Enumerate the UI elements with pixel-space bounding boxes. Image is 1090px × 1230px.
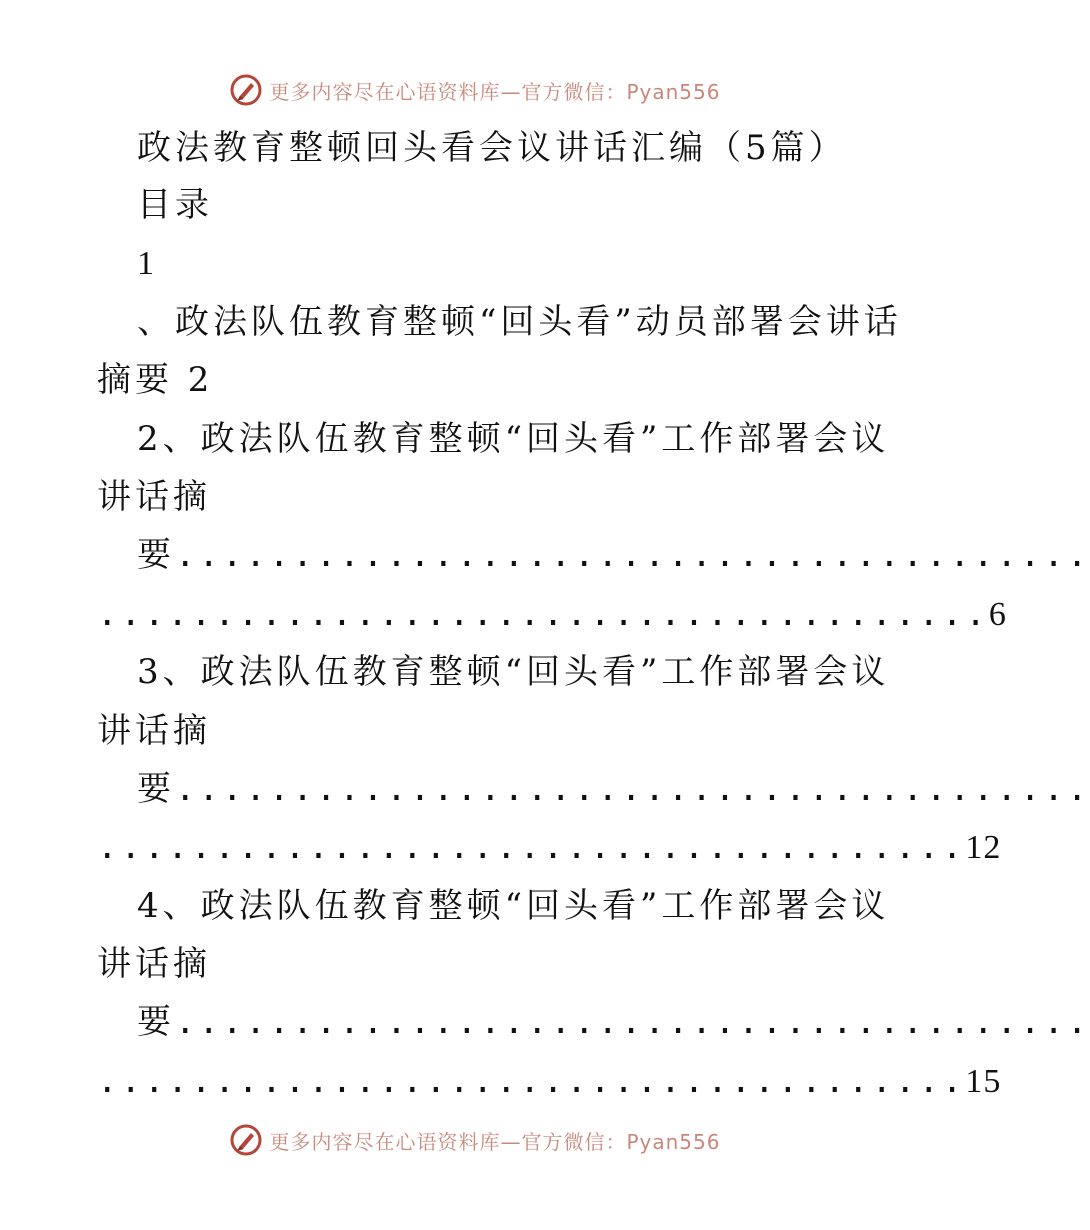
toc-entry-2-leader-dots-2: ...................................... bbox=[97, 594, 989, 634]
toc-entry-4-line1: 4、政法队伍教育整顿“回头看”工作部署会议 bbox=[137, 886, 890, 926]
toc-entry-4-page: 15 bbox=[965, 1063, 1002, 1100]
toc-entry-3-line2: 讲话摘 bbox=[97, 711, 211, 751]
toc-entry-3-line1: 3、政法队伍教育整顿“回头看”工作部署会议 bbox=[137, 652, 890, 692]
toc-entry-2-leader-dots: ....................................... bbox=[175, 535, 1090, 575]
toc-entry-2-line4 bbox=[0, 594, 1007, 635]
toc-entry-3-leader-dots-2: ..................................... bbox=[97, 827, 966, 867]
toc-entry-2-line2: 讲话摘 bbox=[97, 477, 211, 517]
toc-entry-4-line4 bbox=[0, 1061, 1002, 1102]
pen-logo-icon bbox=[229, 1123, 263, 1157]
document-title: 政法教育整顿回头看会议讲话汇编（5篇） bbox=[137, 128, 847, 168]
toc-entry-4-line3 bbox=[0, 1002, 1090, 1042]
toc-entry-3-line3 bbox=[0, 769, 1090, 809]
toc-entry-4-leader-dots: ....................................... bbox=[175, 1002, 1090, 1042]
toc-entry-1-line2: 摘要 2 bbox=[97, 360, 214, 400]
header-watermark bbox=[0, 70, 950, 110]
pen-logo-icon bbox=[229, 73, 263, 107]
toc-entry-4-lead: 要 bbox=[137, 1002, 175, 1042]
footer-watermark bbox=[0, 1120, 950, 1160]
toc-entry-3-leader-dots: ....................................... bbox=[175, 769, 1090, 809]
toc-entry-1-line1: 、政法队伍教育整顿“回头看”动员部署会讲话 bbox=[137, 302, 902, 342]
toc-entry-2-line3 bbox=[0, 535, 1090, 575]
toc-entry-4-leader-dots-2: ..................................... bbox=[97, 1061, 966, 1101]
toc-entry-1-prefix: 1 bbox=[137, 245, 155, 282]
toc-entry-2-line1: 2、政法队伍教育整顿“回头看”工作部署会议 bbox=[137, 419, 890, 459]
toc-entry-2-page: 6 bbox=[988, 596, 1007, 633]
toc-entry-4-line2: 讲话摘 bbox=[97, 944, 211, 984]
toc-entry-3-line4 bbox=[0, 827, 1002, 868]
footer-watermark-text: 更多内容尽在心语资料库—官方微信：Pyan556 bbox=[269, 1129, 721, 1154]
toc-entry-3-page: 12 bbox=[965, 829, 1002, 866]
toc-entry-3-lead: 要 bbox=[137, 769, 175, 809]
header-watermark-text: 更多内容尽在心语资料库—官方微信：Pyan556 bbox=[269, 79, 721, 104]
toc-heading: 目录 bbox=[137, 185, 213, 225]
toc-entry-2-lead: 要 bbox=[137, 535, 175, 575]
